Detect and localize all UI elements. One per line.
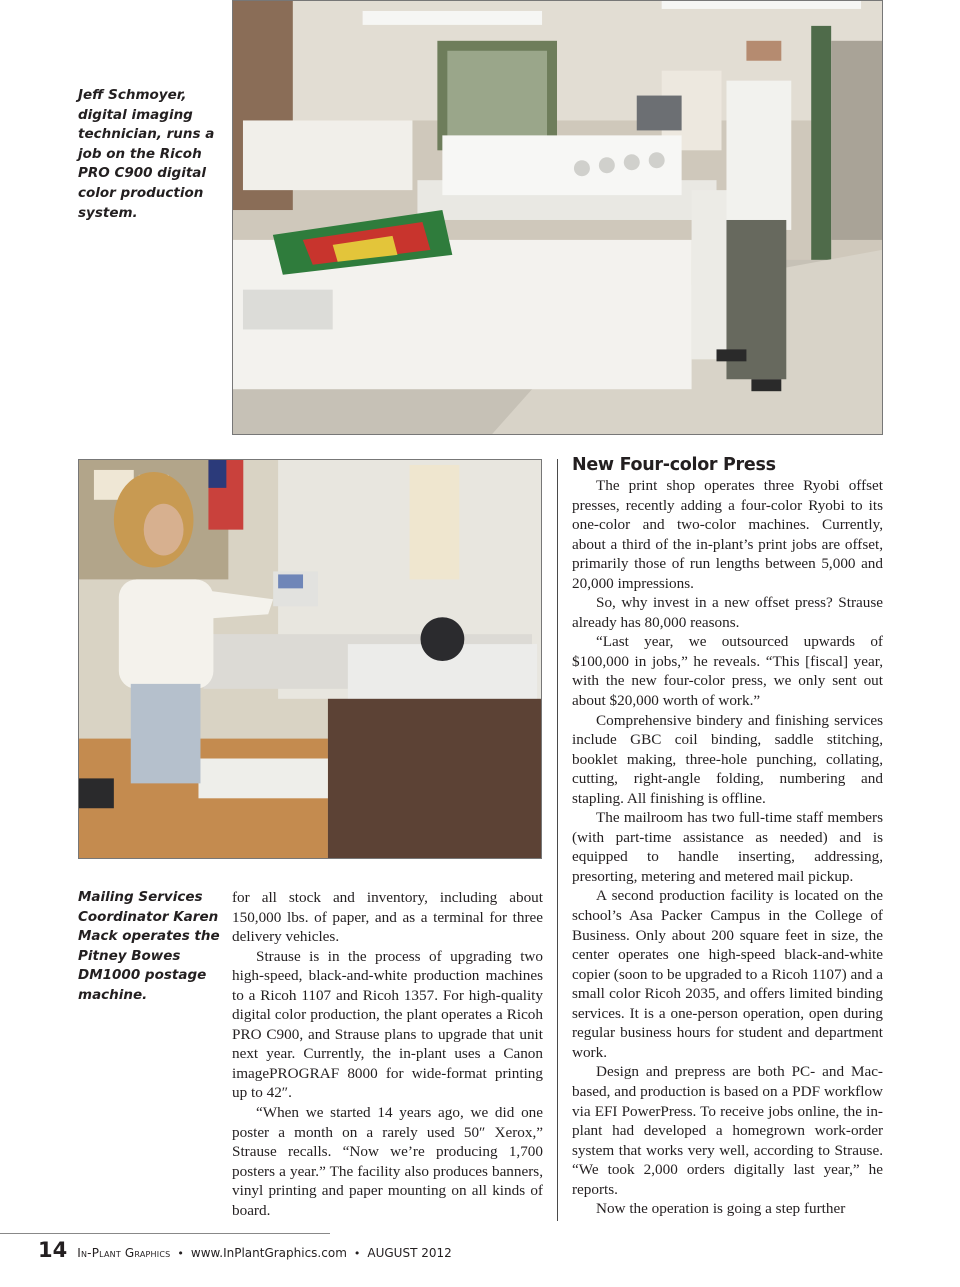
article-paragraph: “When we started 14 years ago, we did one poster a month on a rarely used 50″ Xerox,” Strause recalls. “Now we’re producing 1,700 posters a year.” The facility also produces banners, vinyl printing and paper mounting on all kinds of board.: [232, 1104, 543, 1219]
article-paragraph: “Last year, we outsourced upwards of $100,000 in jobs,” he reveals. “This [fiscal] year, with the new four-color press, we only sent out about $20,000 worth of work.”: [572, 633, 883, 710]
section-heading: New Four-color Press: [572, 455, 776, 475]
column-divider: [557, 459, 558, 1221]
footer-bullet: •: [353, 1247, 361, 1260]
page-footer: [38, 1238, 452, 1264]
article-paragraph: The print shop operates three Ryobi offset presses, recently adding a four-color Ryobi to its one-color and two-color machines. Currently, about a third of the in-plant’s print jobs are offset, primarily those of run lengths between 5,000 and 20,000 impressions.: [572, 477, 883, 592]
article-paragraph: A second production facility is located on the school’s Asa Packer Campus in the College of Business. Only about 200 square feet in size, the center operates one high-speed black-and-white copier (soon to be upgraded to a Ricoh 1107) and a small color Ricoh 2035, and offers limited binding services. It is a one-person operation, open during regular business hours for student and department work.: [572, 887, 883, 1061]
page-number: 14: [38, 1238, 68, 1262]
footer-rule: [0, 1233, 330, 1234]
article-paragraph: Design and prepress are both PC- and Mac-based, and production is based on a PDF workflow via EFI PowerPress. To receive jobs online, the in-plant had developed a homegrown work-order system that works very well, according to Strause. “We took 2,000 orders digitally last year,” he reports.: [572, 1063, 883, 1198]
article-paragraph: So, why invest in a new offset press? Strause already has 80,000 reasons.: [572, 594, 883, 631]
article-paragraph: Now the operation is going a step further: [596, 1200, 846, 1218]
photo-caption-top: Jeff Schmoyer, digital imaging technician, runs a job on the Ricoh PRO C900 digital color production system.: [78, 87, 215, 221]
article-paragraph: Comprehensive bindery and finishing services include GBC coil binding, saddle stitching, booklet making, three-hole punching, collating, cutting, right-angle folding, numbering and stapling. All finishing is offline.: [572, 711, 883, 807]
photo-caption-middle: Mailing Services Coordinator Karen Mack operates the Pitney Bowes DM1000 postage machine.: [78, 889, 220, 1003]
photo-pitney-bowes-dm1000: [78, 459, 542, 859]
photo-pitney-bowes-dm1000-icon: [79, 460, 541, 858]
article-column-right: [572, 476, 883, 1219]
photo-ricoh-pro-c900-icon: [233, 1, 882, 434]
article-column-middle: [232, 888, 543, 1220]
website-link[interactable]: www.InPlantGraphics.com: [190, 1246, 347, 1260]
article-paragraph: for all stock and inventory, including about 150,000 lbs. of paper, and as a terminal for three delivery vehicles.: [232, 889, 543, 946]
photo-ricoh-pro-c900: [232, 0, 883, 435]
article-paragraph: The mailroom has two full-time staff members (with part-time assistance as needed) and is equipped to handle inserting, addressing, presorting, metering and metered mail pickup.: [572, 809, 883, 885]
publication-name: In-Plant Graphics: [77, 1246, 171, 1260]
issue-date: AUGUST 2012: [367, 1246, 452, 1260]
article-paragraph: Strause is in the process of upgrading two high-speed, black-and-white production machines to a Ricoh 1107 and Ricoh 1357. For high-quality digital color production, the plant operates a Ricoh PRO C900, and Strause plans to upgrade that unit next year. Currently, the in-plant uses a Canon imagePROGRAF 8000 for wide-format printing up to 42″.: [232, 947, 543, 1102]
footer-bullet: •: [177, 1247, 184, 1260]
